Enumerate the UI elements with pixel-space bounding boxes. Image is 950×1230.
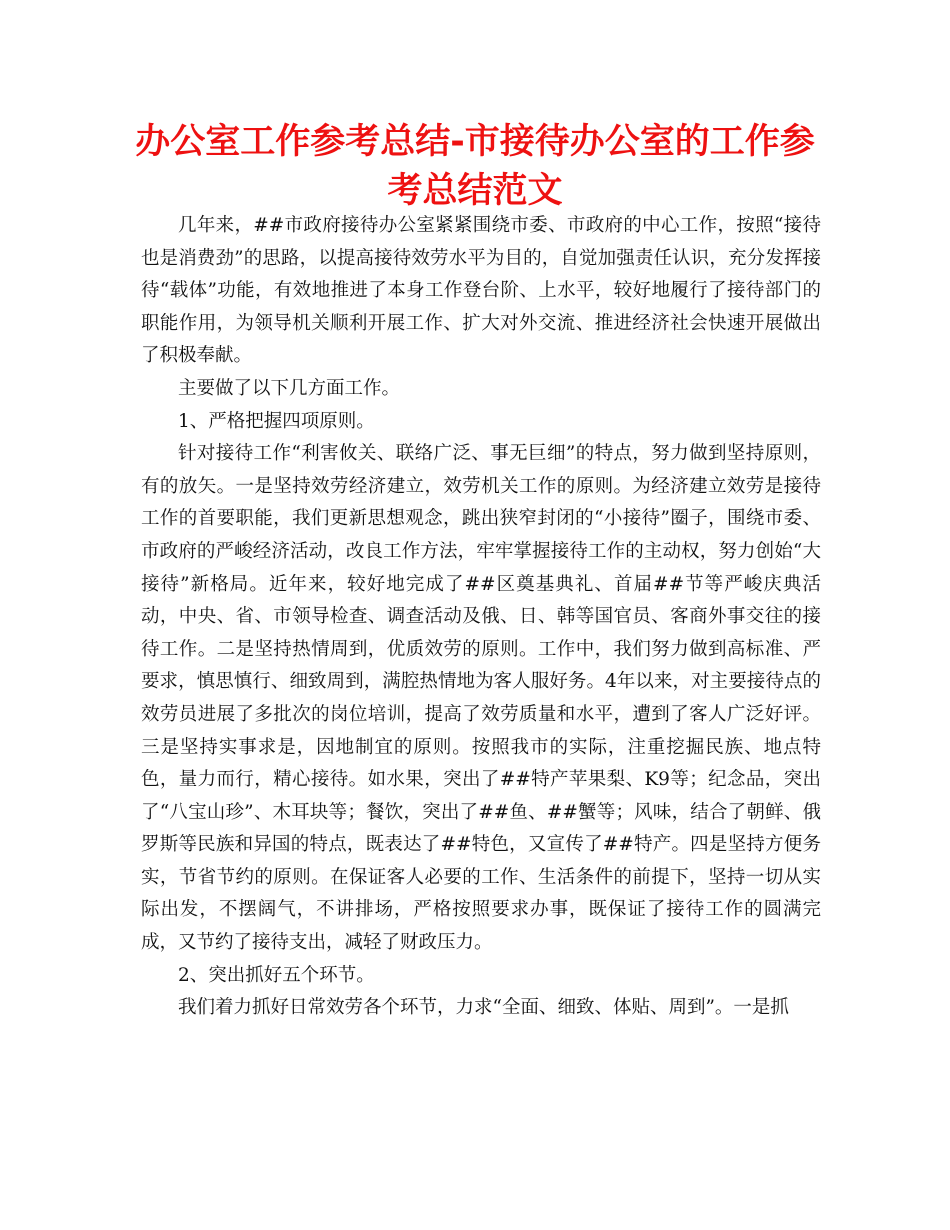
- paragraph-links: 我们着力抓好日常效劳各个环节，力求“全面、细致、体贴、周到”。一是抓: [178, 997, 789, 1019]
- section-heading-2: 2、突出抓好五个环节。: [178, 964, 375, 986]
- paragraph-summary: 主要做了以下几方面工作。: [178, 377, 401, 399]
- section-heading-1: 1、严格把握四项原则。: [178, 410, 375, 432]
- document-title: 办公室工作参考总结-市接待办公室的工作参考总结范文: [135, 122, 815, 211]
- paragraph-principles: 针对接待工作“利害攸关、联络广泛、事无巨细”的特点，努力做到坚持原则，有的放矢。一是坚持效劳经济建立，效劳机关工作的原则。为经济建立效劳是接待工作的首要职能，我们更新思想观念，跳出狭窄封闭的“小接待”圈子，围绕市委、市政府的严峻经济活动，改良工作方法，牢牢掌握接待工作的主动权，努力创始“大接待”新格局。近年来，较好地完成了##区奠基典礼、首届##节等严峻庆典活动，中央、省、市领导检查、调查活动及俄、日、韩等国官员、客商外事交往的接待工作。二是坚持热情周到，优质效劳的原则。工作中，我们努力做到高标准、严要求，慎思慎行、细致周到，满腔热情地为客人服好务。4年以来，对主要接待点的效劳员进展了多批次的岗位培训，提高了效劳质量和水平，遭到了客人广泛好评。三是坚持实事求是，因地制宜的原则。按照我市的实际，注重挖掘民族、地点特色，量力而行，精心接待。如水果，突出了##特产苹果梨、K9等；纪念品，突出了“八宝山珍”、木耳块等；餐饮，突出了##鱼、##蟹等；风味，结合了朝鲜、俄罗斯等民族和异国的特点，既表达了##特色，又宣传了##特产。四是坚持方便务实，节省节约的原则。在保证客人必要的工作、生活条件的前提下，坚持一切从实际出发，不摆阔气，不讲排场，严格按照要求办事，既保证了接待工作的圆满完成，又节约了接待支出，减轻了财政压力。: [141, 443, 821, 954]
- document-body: [141, 210, 821, 1025]
- paragraph-intro: 几年来，##市政府接待办公室紧紧围绕市委、市政府的中心工作，按照“接待也是消费劲”的思路，以提高接待效劳水平为目的，自觉加强责任认识，充分发挥接待“载体”功能，有效地推进了本身工作登台阶、上水平，较好地履行了接待部门的职能作用，为领导机关顺利开展工作、扩大对外交流、推进经济社会快速开展做出了积极奉献。: [141, 215, 821, 367]
